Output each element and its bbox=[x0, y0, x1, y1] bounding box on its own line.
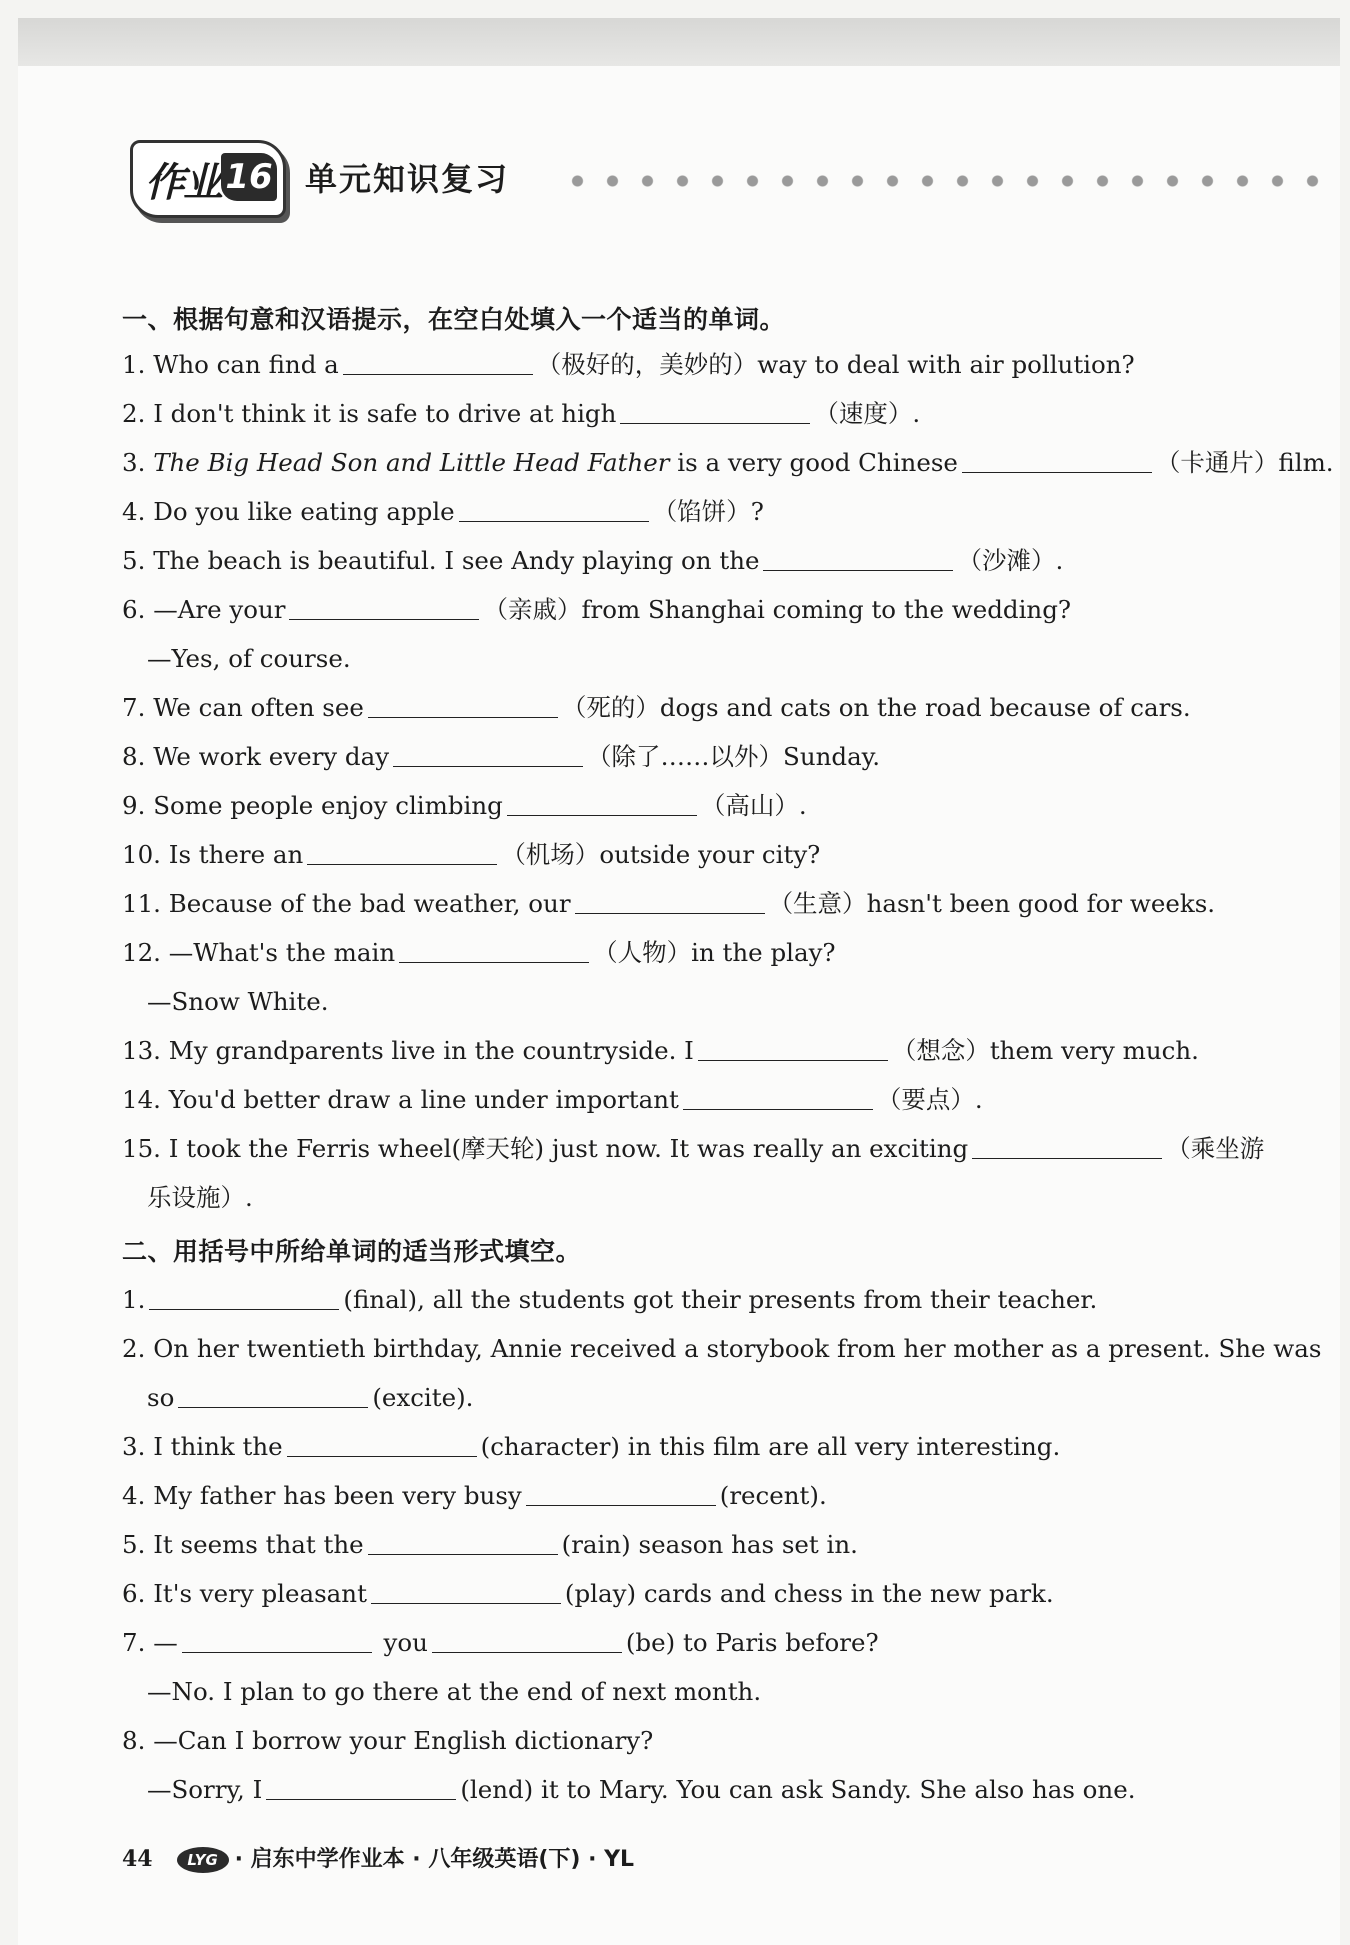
s1-question-6: 6. —Are your （亲戚）from Shanghai coming to the wedding? bbox=[122, 595, 1072, 624]
lyg-logo: LYG bbox=[177, 1847, 229, 1873]
answer-blank[interactable] bbox=[371, 1581, 561, 1604]
dotted-divider bbox=[560, 174, 1330, 188]
assignment-header bbox=[130, 140, 1330, 220]
answer-blank[interactable] bbox=[399, 940, 589, 963]
answer-blank[interactable] bbox=[178, 1385, 368, 1408]
header-title: 单元知识复习 bbox=[305, 160, 510, 198]
s1-question-6-answer: —Yes, of course. bbox=[147, 644, 351, 673]
s1-question-11: 11. Because of the bad weather, our （生意）hasn't been good for weeks. bbox=[122, 889, 1216, 918]
book-title: · 启东中学作业本 · 八年级英语(下) · YL bbox=[234, 1847, 635, 1872]
s2-question-6: 6. It's very pleasant (play) cards and chess in the new park. bbox=[122, 1579, 1054, 1608]
s2-question-3: 3. I think the (character) in this film are all very interesting. bbox=[122, 1432, 1061, 1461]
s1-question-5: 5. The beach is beautiful. I see Andy playing on the （沙滩）. bbox=[122, 546, 1064, 575]
answer-blank[interactable] bbox=[575, 891, 765, 914]
answer-blank[interactable] bbox=[182, 1630, 372, 1653]
answer-blank[interactable] bbox=[459, 499, 649, 522]
s1-question-14: 14. You'd better draw a line under important （要点）. bbox=[122, 1085, 983, 1114]
s1-question-15-continuation: 乐设施）. bbox=[147, 1183, 253, 1212]
answer-blank[interactable] bbox=[972, 1136, 1162, 1159]
s2-question-1: 1. (final), all the students got their presents from their teacher. bbox=[122, 1285, 1098, 1314]
answer-blank[interactable] bbox=[149, 1287, 339, 1310]
s1-question-9: 9. Some people enjoy climbing （高山）. bbox=[122, 791, 807, 820]
answer-blank[interactable] bbox=[432, 1630, 622, 1653]
s1-question-10: 10. Is there an （机场）outside your city? bbox=[122, 840, 821, 869]
s1-question-4: 4. Do you like eating apple （馅饼）? bbox=[122, 497, 764, 526]
s2-question-7: 7. — you (be) to Paris before? bbox=[122, 1628, 879, 1657]
answer-blank[interactable] bbox=[620, 401, 810, 424]
answer-blank[interactable] bbox=[962, 450, 1152, 473]
answer-blank[interactable] bbox=[393, 744, 583, 767]
s1-question-12-answer: —Snow White. bbox=[147, 987, 329, 1016]
page-number: 44 bbox=[122, 1846, 153, 1872]
scan-top-band bbox=[18, 18, 1340, 66]
s2-question-8: 8. —Can I borrow your English dictionary? bbox=[122, 1726, 654, 1755]
answer-blank[interactable] bbox=[763, 548, 953, 571]
answer-blank[interactable] bbox=[507, 793, 697, 816]
section1-title: 一、根据句意和汉语提示，在空白处填入一个适当的单词。 bbox=[122, 305, 786, 334]
answer-blank[interactable] bbox=[368, 1532, 558, 1555]
s1-question-12: 12. —What's the main （人物）in the play? bbox=[122, 938, 836, 967]
s1-question-13: 13. My grandparents live in the countryside. I （想念）them very much. bbox=[122, 1036, 1199, 1065]
assignment-badge bbox=[130, 140, 286, 218]
s2-question-8-answer: —Sorry, I (lend) it to Mary. You can ask Sandy. She also has one. bbox=[147, 1775, 1136, 1804]
s1-question-2: 2. I don't think it is safe to drive at high （速度）. bbox=[122, 399, 921, 428]
answer-blank[interactable] bbox=[266, 1777, 456, 1800]
s1-question-1: 1. Who can find a （极好的，美妙的）way to deal with air pollution? bbox=[122, 350, 1135, 379]
s2-question-5: 5. It seems that the (rain) season has set in. bbox=[122, 1530, 858, 1559]
answer-blank[interactable] bbox=[287, 1434, 477, 1457]
s1-question-15: 15. I took the Ferris wheel(摩天轮) just now. It was really an exciting （乘坐游 bbox=[122, 1134, 1265, 1163]
s1-question-3: 3. The Big Head Son and Little Head Father is a very good Chinese （卡通片）film. bbox=[122, 448, 1334, 477]
badge-word: 作业 bbox=[145, 160, 221, 206]
s1-question-8: 8. We work every day （除了……以外）Sunday. bbox=[122, 742, 881, 771]
answer-blank[interactable] bbox=[307, 842, 497, 865]
answer-blank[interactable] bbox=[698, 1038, 888, 1061]
s2-question-2: 2. On her twentieth birthday, Annie received a storybook from her mother as a present. She was bbox=[122, 1334, 1322, 1363]
page-footer bbox=[122, 1842, 634, 1873]
answer-blank[interactable] bbox=[683, 1087, 873, 1110]
answer-blank[interactable] bbox=[368, 695, 558, 718]
s2-question-7-answer: —No. I plan to go there at the end of next month. bbox=[147, 1677, 762, 1706]
s2-question-4: 4. My father has been very busy (recent). bbox=[122, 1481, 827, 1510]
section2-title: 二、用括号中所给单词的适当形式填空。 bbox=[122, 1237, 582, 1266]
answer-blank[interactable] bbox=[526, 1483, 716, 1506]
s2-question-2-continuation: so (excite). bbox=[147, 1383, 474, 1412]
answer-blank[interactable] bbox=[289, 597, 479, 620]
s1-question-7: 7. We can often see （死的）dogs and cats on the road because of cars. bbox=[122, 693, 1191, 722]
answer-blank[interactable] bbox=[343, 352, 533, 375]
badge-number: 16 bbox=[221, 153, 277, 201]
